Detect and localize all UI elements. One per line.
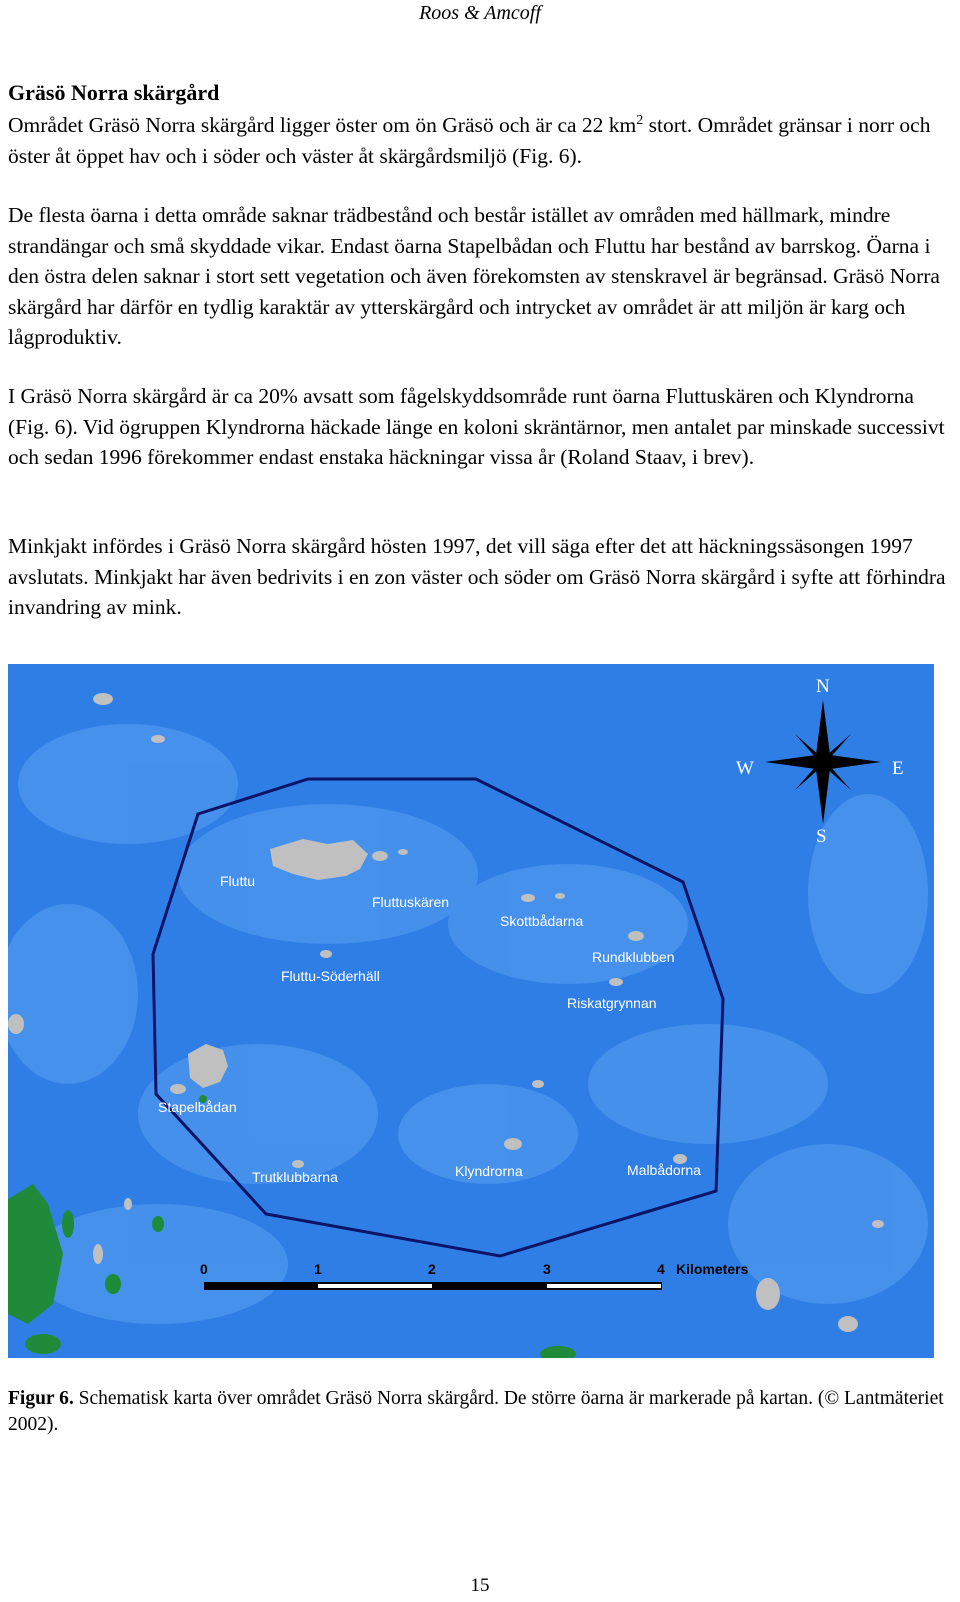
compass-e: E (892, 758, 904, 779)
section-title: Gräsö Norra skärgård (8, 80, 220, 105)
island-rundklubben (628, 931, 644, 941)
figure-caption (8, 1386, 952, 1438)
caption-label: Figur 6. (8, 1388, 74, 1409)
label-trutklubbarna: Trutklubbarna (252, 1169, 338, 1185)
running-head: Roos & Amcoff (419, 2, 541, 24)
scale-tick-0: 0 (200, 1261, 208, 1277)
caption-text: Schematisk karta över området Gräsö Norra skärgård. De större öarna är markerade på kartan. (© Lantmäteriet 2002). (8, 1388, 944, 1435)
island-riskatgrynnan (609, 978, 623, 986)
page-number: 15 (470, 1575, 490, 1596)
label-riskatgrynnan: Riskatgrynnan (567, 995, 657, 1011)
scale-tick-1: 1 (314, 1261, 322, 1277)
scale-tick-4: 4 (657, 1261, 665, 1277)
compass-n: N (816, 676, 830, 697)
paragraph-2: De flesta öarna i detta område saknar trädbestånd och består istället av områden med hällmark, mindre strandängar och små skyddade vikar. Endast öarna Stapelbådan och Fluttu har bestånd av barrskog. Öarna i den östra delen saknar i stort sett vegetation och även förekomsten av stenskravel är begränsad. Gräsö Norra skärgård har därför en tydlig karaktär av ytterskärgård och intrycket av området är att miljön är karg och lågproduktiv. (8, 203, 940, 349)
label-klyndrorna: Klyndrorna (455, 1163, 523, 1179)
compass-w: W (736, 758, 754, 779)
label-fluttuskaren: Fluttuskären (372, 894, 450, 910)
island-skottbadarna (521, 894, 535, 902)
label-stapelbadan: Stapelbådan (158, 1099, 237, 1115)
paragraph-4: Minkjakt infördes i Gräsö Norra skärgård hösten 1997, det vill säga efter det att häckningssäsongen 1997 avslutats. Minkjakt har även bedrivits i en zon väster och söder om Gräsö Norra skärgård i syfte att förhindra invandring av mink. (8, 534, 946, 619)
scale-tick-3: 3 (543, 1261, 551, 1277)
superscript-2: 2 (636, 112, 644, 128)
label-malbadorna: Malbådorna (627, 1162, 701, 1178)
label-rundklubben: Rundklubben (592, 949, 675, 965)
paragraph-1-start: Området Gräsö Norra skärgård ligger öster om ön Gräsö och är ca 22 km (8, 113, 637, 137)
scale-tick-2: 2 (428, 1261, 436, 1277)
island-klyndrorna (504, 1138, 522, 1150)
scale-unit: Kilometers (676, 1261, 749, 1277)
compass-s: S (816, 826, 827, 847)
island-trutklubbarna (292, 1160, 304, 1168)
paragraph-3: I Gräsö Norra skärgård är ca 20% avsatt som fågelskyddsområde runt öarna Fluttuskären och Klyndrorna (Fig. 6). Vid ögruppen Klyndrorna häckade länge en koloni skräntärnor, men antalet par minskade successivt och sedan 1996 förekommer endast enstaka häckningar vissa år (Roland Staav, i brev). (8, 384, 945, 469)
figure-map (8, 664, 934, 1358)
label-fluttu: Fluttu (220, 873, 256, 889)
island-fluttu-soderhall (320, 950, 332, 958)
label-skottbadarna: Skottbådarna (500, 913, 584, 929)
paragraph-1 (8, 110, 948, 171)
paragraph-1-end: stort. Området gränsar i norr och öster åt öppet hav och i söder och väster åt skärgårdsmiljö (Fig. 6). (8, 113, 931, 168)
paragraph-area (8, 110, 948, 171)
island-fluttuskaren (372, 851, 388, 861)
label-fluttu-soderhall: Fluttu-Söderhäll (281, 968, 380, 984)
